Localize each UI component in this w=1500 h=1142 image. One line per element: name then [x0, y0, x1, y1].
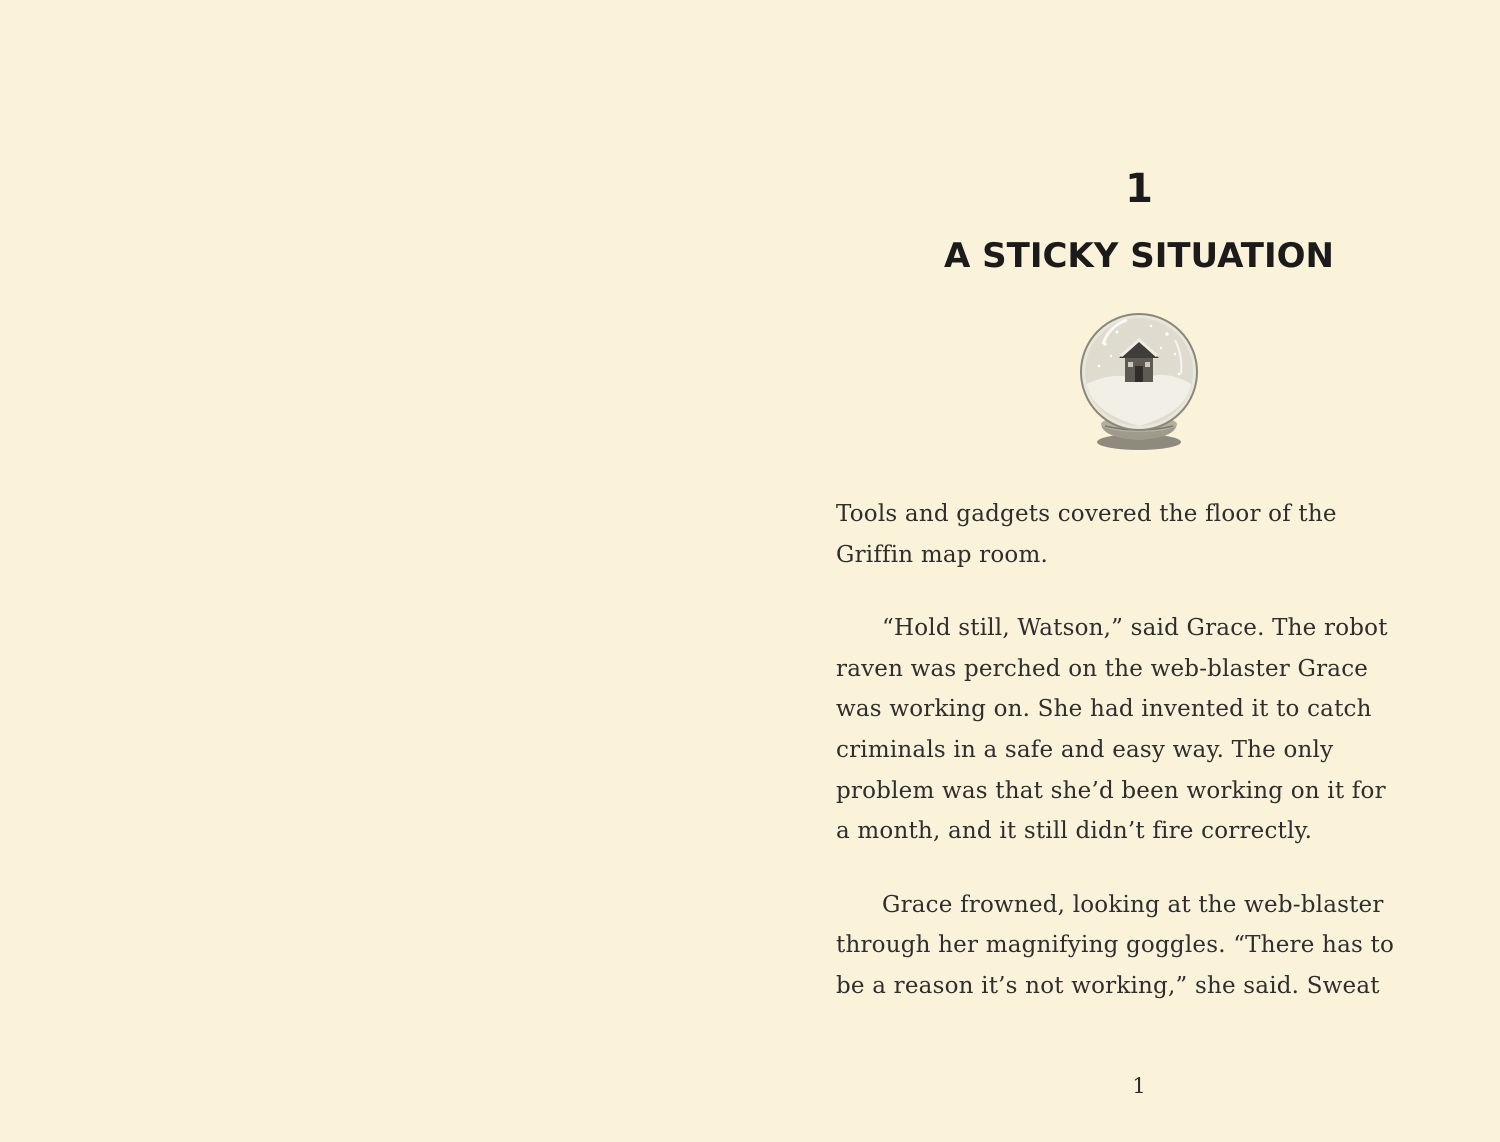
chapter-body-text: [836, 494, 1436, 1007]
text-line: was working on. She had invented it to catch: [836, 696, 1372, 723]
chapter-title: A STICKY SITUATION: [943, 236, 1335, 276]
text-line: Grace frowned, looking at the web-blaster: [882, 891, 1384, 918]
text-line: “Hold still, Watson,” said Grace. The robot: [882, 615, 1388, 642]
text-line: raven was perched on the web-blaster Grace: [836, 655, 1369, 682]
text-line: Griffin map room.: [836, 541, 1048, 568]
text-line: a month, and it still didn’t fire correctly.: [836, 818, 1313, 845]
text-line: Tools and gadgets covered the floor of the: [836, 501, 1337, 527]
text-line: through her magnifying goggles. “There has to: [836, 932, 1394, 959]
paragraph: [836, 608, 1436, 852]
paragraph: [836, 494, 1436, 575]
page-number: 1: [1132, 1074, 1146, 1098]
snow-globe-icon: [1075, 304, 1203, 454]
text-line: problem was that she’d been working on it for: [836, 777, 1386, 804]
text-line: criminals in a safe and easy way. The only: [836, 736, 1334, 763]
chapter-number: 1: [1125, 166, 1153, 212]
text-line: be a reason it’s not working,” she said. Sweat: [836, 972, 1380, 999]
paragraph: [836, 885, 1436, 1007]
